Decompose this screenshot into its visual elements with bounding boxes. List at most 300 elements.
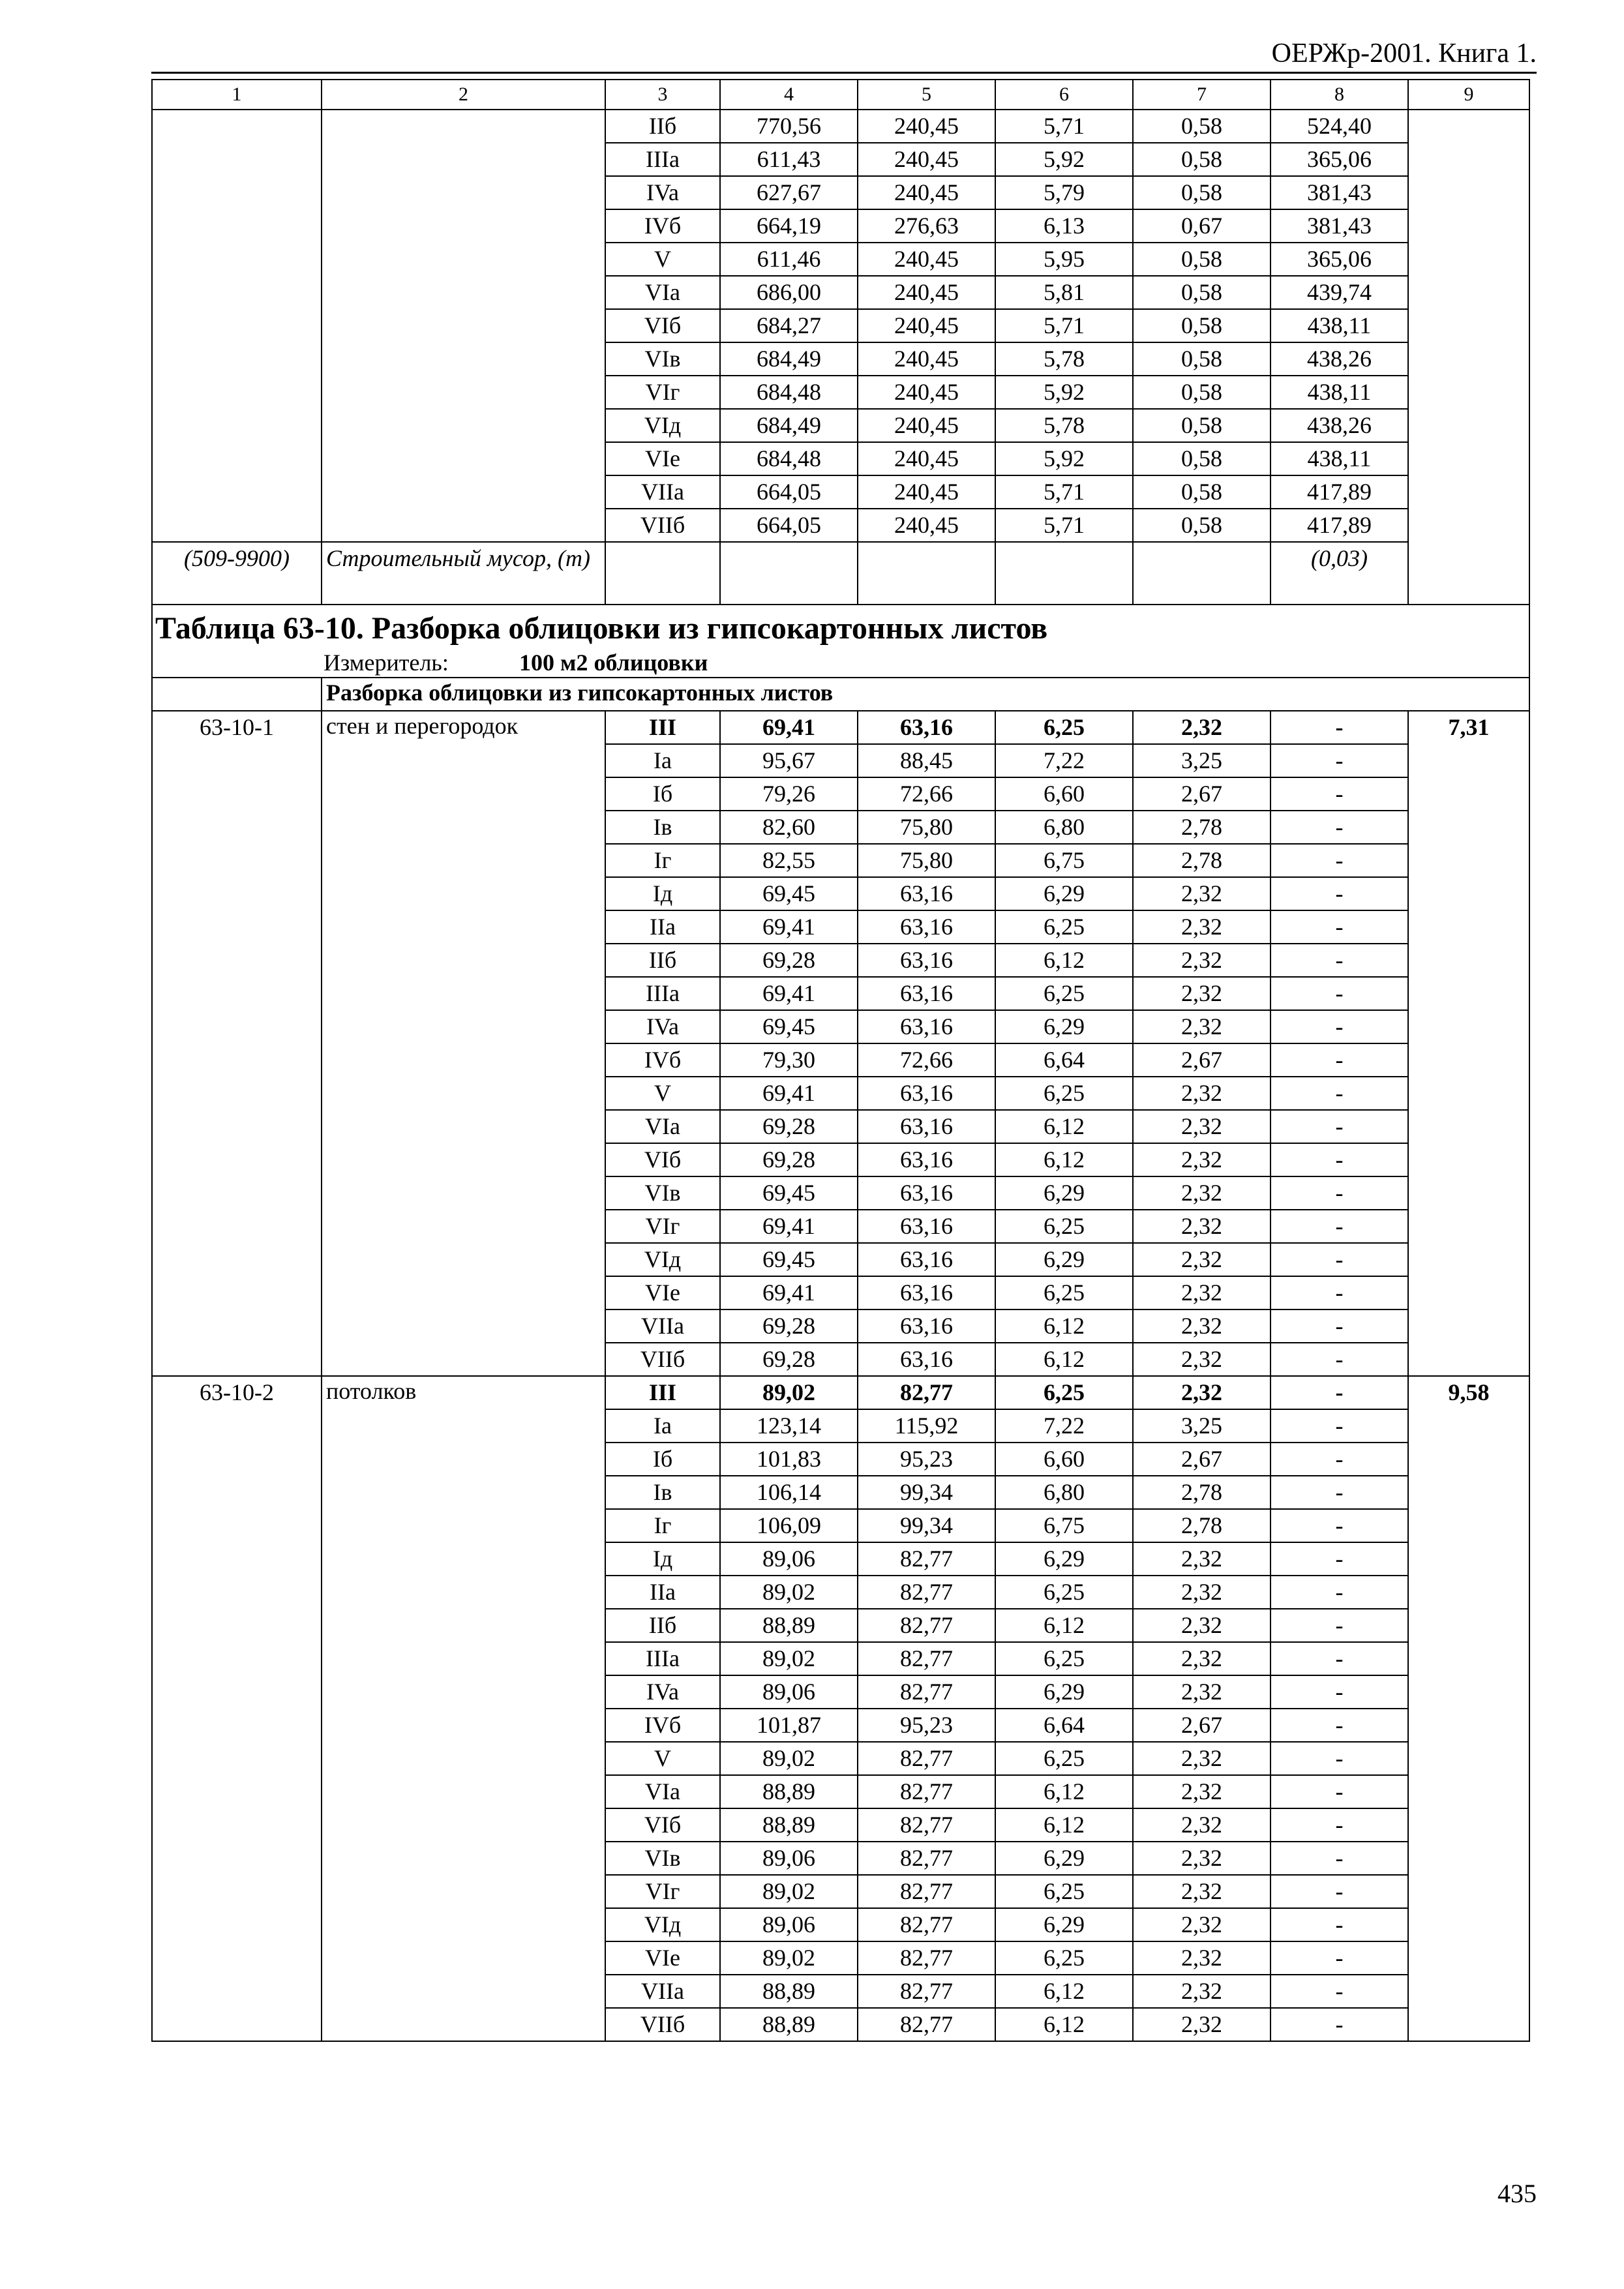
value-cell: 88,45 [858,744,995,777]
empty-result-cell [1408,844,1529,877]
empty-name-cell [322,1309,605,1343]
empty-code-cell [152,944,322,977]
value-cell: - [1271,711,1408,744]
empty-result-cell [1408,1476,1529,1509]
zone-cell: Iг [605,844,720,877]
table-row [152,509,1529,542]
table-row [152,409,1529,442]
value-cell: 524,40 [1271,110,1408,143]
value-cell: 6,25 [995,1875,1133,1908]
value-cell: 240,45 [858,475,995,509]
value-cell: 3,25 [1133,1409,1271,1443]
zone-cell: VIб [605,1143,720,1176]
value-cell: - [1271,1709,1408,1742]
value-cell: 69,41 [720,1276,858,1309]
empty-cell [1133,542,1271,605]
zone-cell: Iв [605,811,720,844]
empty-cell [858,542,995,605]
zone-cell: IIб [605,1609,720,1642]
value-cell: - [1271,1742,1408,1775]
empty-result-cell [1408,1176,1529,1210]
column-number: 9 [1408,80,1529,110]
empty-name-cell [322,1509,605,1542]
value-cell: 7,22 [995,744,1133,777]
header-divider [151,72,1537,74]
empty-code-cell [152,1742,322,1775]
value-cell: 69,41 [720,711,858,744]
empty-code-cell [152,1309,322,1343]
value-cell: 88,89 [720,1609,858,1642]
zone-cell: VIд [605,409,720,442]
material-code: (509-9900) [152,542,322,605]
value-cell: 417,89 [1271,475,1408,509]
value-cell: 69,41 [720,1077,858,1110]
empty-code-cell [152,1077,322,1110]
value-cell: 6,12 [995,1775,1133,1808]
section-row [152,678,1529,711]
value-cell: 63,16 [858,1276,995,1309]
value-cell: - [1271,1576,1408,1609]
empty-result-cell [1408,977,1529,1010]
table-row [152,110,1529,143]
page-number: 435 [1497,2179,1537,2208]
value-cell: 82,77 [858,1908,995,1941]
value-cell: 381,43 [1271,176,1408,209]
value-cell: 2,32 [1133,711,1271,744]
empty-name-cell [322,1409,605,1443]
zone-cell: VIa [605,1110,720,1143]
empty-name-cell [322,309,605,342]
value-cell: 89,02 [720,1376,858,1409]
empty-code-cell [152,1343,322,1376]
empty-code-cell [152,309,322,342]
column-number: 5 [858,80,995,110]
value-cell: - [1271,1243,1408,1276]
empty-name-cell [322,1775,605,1808]
empty-code-cell [152,1443,322,1476]
value-cell: 240,45 [858,276,995,309]
value-cell: 2,32 [1133,1842,1271,1875]
value-cell: 0,67 [1133,209,1271,243]
value-cell: 2,32 [1133,1775,1271,1808]
table-row [152,1842,1529,1875]
value-cell: 6,12 [995,1975,1133,2008]
value-cell: 101,83 [720,1443,858,1476]
empty-code-cell [152,1709,322,1742]
empty-code-cell [152,1509,322,1542]
value-cell: 5,81 [995,276,1133,309]
value-cell: 63,16 [858,910,995,944]
value-cell: 63,16 [858,1243,995,1276]
value-cell: 240,45 [858,309,995,342]
empty-name-cell [322,475,605,509]
value-cell: 240,45 [858,243,995,276]
value-cell: 82,77 [858,1642,995,1675]
value-cell: 69,28 [720,1309,858,1343]
empty-name-cell [322,243,605,276]
value-cell: 240,45 [858,409,995,442]
value-cell: 2,32 [1133,1176,1271,1210]
value-cell: 63,16 [858,1010,995,1043]
value-cell: 2,32 [1133,910,1271,944]
value-cell: 2,32 [1133,1642,1271,1675]
zone-cell: Iг [605,1509,720,1542]
value-cell: 0,58 [1133,276,1271,309]
value-cell: 82,77 [858,1842,995,1875]
value-cell: 6,80 [995,811,1133,844]
value-cell: 69,41 [720,977,858,1010]
value-cell: 6,29 [995,1675,1133,1709]
value-cell: 6,25 [995,1077,1133,1110]
value-cell: 69,41 [720,1210,858,1243]
value-cell: 2,32 [1133,1376,1271,1409]
table-row [152,1043,1529,1077]
empty-code-cell [152,777,322,811]
value-cell: 115,92 [858,1409,995,1443]
value-cell: 5,71 [995,309,1133,342]
empty-code-cell [152,1642,322,1675]
zone-cell: Ia [605,1409,720,1443]
value-cell: 88,89 [720,1975,858,2008]
empty-name-cell [322,1542,605,1576]
value-cell: - [1271,1476,1408,1509]
empty-result-cell [1408,877,1529,910]
value-cell: 684,27 [720,309,858,342]
value-cell: - [1271,1675,1408,1709]
empty-name-cell [322,1243,605,1276]
empty-result-cell [1408,243,1529,276]
zone-cell: VIд [605,1243,720,1276]
value-cell: - [1271,2008,1408,2041]
column-number: 8 [1271,80,1408,110]
value-cell: 2,32 [1133,1908,1271,1941]
value-cell: 6,25 [995,1376,1133,1409]
meter-cell [152,648,1529,678]
value-cell: 0,58 [1133,143,1271,176]
value-cell: 438,26 [1271,342,1408,376]
table-row [152,1709,1529,1742]
zone-cell: VIв [605,1176,720,1210]
empty-name-cell [322,1576,605,1609]
empty-code-cell [152,376,322,409]
empty-result-cell [1408,1709,1529,1742]
value-cell: 627,67 [720,176,858,209]
value-cell: - [1271,1775,1408,1808]
rates-table [151,79,1530,2042]
empty-code-cell [152,1476,322,1509]
empty-code-cell [152,1176,322,1210]
table-row [152,1941,1529,1975]
value-cell: 6,29 [995,1842,1133,1875]
table-row [152,711,1529,744]
value-cell: 63,16 [858,1343,995,1376]
empty-result-cell [1408,376,1529,409]
table-row [152,1742,1529,1775]
value-cell: 684,49 [720,409,858,442]
table-row [152,176,1529,209]
empty-result-cell [1408,944,1529,977]
empty-result-cell [1408,1343,1529,1376]
empty-result-cell [1408,1276,1529,1309]
zone-cell: III [605,711,720,744]
value-cell: 417,89 [1271,509,1408,542]
zone-cell: VIIб [605,1343,720,1376]
empty-cell [605,542,720,605]
value-cell: - [1271,1975,1408,2008]
table-row [152,1110,1529,1143]
empty-code-cell [152,176,322,209]
zone-cell: V [605,243,720,276]
table-row [152,811,1529,844]
empty-result-cell [1408,1808,1529,1842]
value-cell: 6,29 [995,1542,1133,1576]
table-row [152,1243,1529,1276]
table-row [152,1509,1529,1542]
column-number-row [152,80,1529,110]
empty-name-cell [322,409,605,442]
value-cell: 82,77 [858,1675,995,1709]
empty-result-cell [1408,1077,1529,1110]
value-cell: 99,34 [858,1509,995,1542]
value-cell: 2,32 [1133,1609,1271,1642]
value-cell: 6,25 [995,977,1133,1010]
empty-name-cell [322,1210,605,1243]
empty-result-cell [1408,1542,1529,1576]
empty-result-cell [1408,1576,1529,1609]
zone-cell: IVб [605,209,720,243]
value-cell: 2,32 [1133,1576,1271,1609]
value-cell: 438,11 [1271,309,1408,342]
item-result: 7,31 [1408,711,1529,744]
empty-code-cell [152,1576,322,1609]
empty-code-cell [152,844,322,877]
value-cell: 6,29 [995,1908,1133,1941]
empty-code-cell [152,811,322,844]
empty-name-cell [322,944,605,977]
empty-name-cell [322,1343,605,1376]
empty-result-cell [1408,1509,1529,1542]
empty-result-cell [1408,1975,1529,2008]
value-cell: 2,32 [1133,1941,1271,1975]
value-cell: 82,77 [858,1975,995,2008]
empty-name-cell [322,1043,605,1077]
material-name: Строительный мусор, (т) [322,542,605,605]
value-cell: 365,06 [1271,143,1408,176]
empty-result-cell [1408,811,1529,844]
empty-result-cell [1408,1842,1529,1875]
zone-cell: Iд [605,1542,720,1576]
value-cell: 664,19 [720,209,858,243]
value-cell: 6,25 [995,1642,1133,1675]
value-cell: 611,46 [720,243,858,276]
table-row [152,1542,1529,1576]
value-cell: 82,55 [720,844,858,877]
value-cell: 6,12 [995,1609,1133,1642]
value-cell: 6,29 [995,877,1133,910]
table-row [152,844,1529,877]
value-cell: 6,12 [995,1808,1133,1842]
value-cell: 0,58 [1133,110,1271,143]
value-cell: 6,64 [995,1043,1133,1077]
value-cell: 6,25 [995,1276,1133,1309]
empty-code-cell [152,2008,322,2041]
value-cell: 2,32 [1133,1243,1271,1276]
empty-name-cell [322,442,605,475]
value-cell: 63,16 [858,1077,995,1110]
value-cell: 2,32 [1133,1143,1271,1176]
value-cell: 2,78 [1133,1509,1271,1542]
value-cell: 0,58 [1133,509,1271,542]
empty-cell [152,678,322,711]
material-value: (0,03) [1271,542,1408,605]
value-cell: - [1271,1276,1408,1309]
value-cell: 2,78 [1133,844,1271,877]
value-cell: - [1271,1376,1408,1409]
value-cell: 89,02 [720,1875,858,1908]
empty-name-cell [322,910,605,944]
empty-name-cell [322,1143,605,1176]
empty-name-cell [322,176,605,209]
table-row [152,2008,1529,2041]
empty-code-cell [152,209,322,243]
value-cell: 2,32 [1133,1010,1271,1043]
value-cell: 69,45 [720,1010,858,1043]
value-cell: 2,32 [1133,877,1271,910]
value-cell: 0,58 [1133,309,1271,342]
empty-code-cell [152,1941,322,1975]
empty-name-cell [322,777,605,811]
empty-result-cell [1408,1908,1529,1941]
value-cell: 95,23 [858,1709,995,1742]
value-cell: 69,28 [720,1110,858,1143]
zone-cell: IVa [605,1010,720,1043]
empty-result-cell [1408,509,1529,542]
value-cell: - [1271,1043,1408,1077]
value-cell: - [1271,1808,1408,1842]
table-row [152,1476,1529,1509]
value-cell: 89,02 [720,1576,858,1609]
value-cell: 2,78 [1133,1476,1271,1509]
empty-result-cell [1408,342,1529,376]
value-cell: 6,12 [995,1343,1133,1376]
value-cell: 82,77 [858,2008,995,2041]
table-row [152,1143,1529,1176]
empty-name-cell [322,744,605,777]
value-cell: 381,43 [1271,209,1408,243]
empty-name-cell [322,1908,605,1941]
value-cell: 438,11 [1271,376,1408,409]
empty-result-cell [1408,1010,1529,1043]
empty-name-cell [322,209,605,243]
value-cell: 240,45 [858,342,995,376]
value-cell: - [1271,1077,1408,1110]
value-cell: 82,77 [858,1742,995,1775]
value-cell: 5,92 [995,376,1133,409]
value-cell: 72,66 [858,777,995,811]
value-cell: 63,16 [858,944,995,977]
table-row [152,877,1529,910]
item-code: 63-10-1 [152,711,322,744]
empty-code-cell [152,409,322,442]
empty-code-cell [152,442,322,475]
empty-name-cell [322,1609,605,1642]
empty-result-cell [1408,143,1529,176]
value-cell: 2,32 [1133,977,1271,1010]
empty-name-cell [322,1443,605,1476]
value-cell: 664,05 [720,475,858,509]
value-cell: 3,25 [1133,744,1271,777]
meter-label: Измеритель: [323,650,449,676]
empty-code-cell [152,910,322,944]
table-title: Таблица 63-10. Разборка облицовки из гипсокартонных листов [152,605,1529,648]
value-cell: - [1271,1908,1408,1941]
zone-cell: IIa [605,1576,720,1609]
value-cell: 2,67 [1133,777,1271,811]
value-cell: 89,06 [720,1842,858,1875]
value-cell: - [1271,1210,1408,1243]
value-cell: - [1271,1509,1408,1542]
value-cell: 5,78 [995,409,1133,442]
empty-name-cell [322,1709,605,1742]
table-row [152,1309,1529,1343]
zone-cell: IVб [605,1709,720,1742]
empty-name-cell [322,1875,605,1908]
empty-code-cell [152,1609,322,1642]
zone-cell: Iб [605,1443,720,1476]
item-result: 9,58 [1408,1376,1529,1409]
value-cell: 686,00 [720,276,858,309]
value-cell: 684,48 [720,442,858,475]
empty-result-cell [1408,1143,1529,1176]
value-cell: 240,45 [858,143,995,176]
value-cell: 75,80 [858,844,995,877]
value-cell: 5,95 [995,243,1133,276]
empty-name-cell [322,143,605,176]
empty-result-cell [1408,542,1529,605]
value-cell: 82,77 [858,1376,995,1409]
empty-name-cell [322,342,605,376]
empty-name-cell [322,1808,605,1842]
table-row [152,944,1529,977]
value-cell: 6,80 [995,1476,1133,1509]
empty-cell [995,542,1133,605]
value-cell: 6,29 [995,1010,1133,1043]
value-cell: 63,16 [858,1309,995,1343]
empty-result-cell [1408,442,1529,475]
value-cell: 2,32 [1133,1343,1271,1376]
zone-cell: VIe [605,1941,720,1975]
empty-result-cell [1408,1309,1529,1343]
value-cell: 240,45 [858,376,995,409]
table-row [152,1908,1529,1941]
value-cell: 89,06 [720,1542,858,1576]
empty-code-cell [152,243,322,276]
value-cell: 2,67 [1133,1443,1271,1476]
value-cell: 82,77 [858,1542,995,1576]
value-cell: 2,32 [1133,1808,1271,1842]
table-row [152,1875,1529,1908]
value-cell: - [1271,1409,1408,1443]
zone-cell: IIa [605,910,720,944]
empty-result-cell [1408,1210,1529,1243]
value-cell: 89,06 [720,1908,858,1941]
empty-result-cell [1408,1775,1529,1808]
value-cell: 240,45 [858,110,995,143]
value-cell: 63,16 [858,1110,995,1143]
empty-result-cell [1408,1742,1529,1775]
empty-name-cell [322,1642,605,1675]
zone-cell: VIIa [605,475,720,509]
